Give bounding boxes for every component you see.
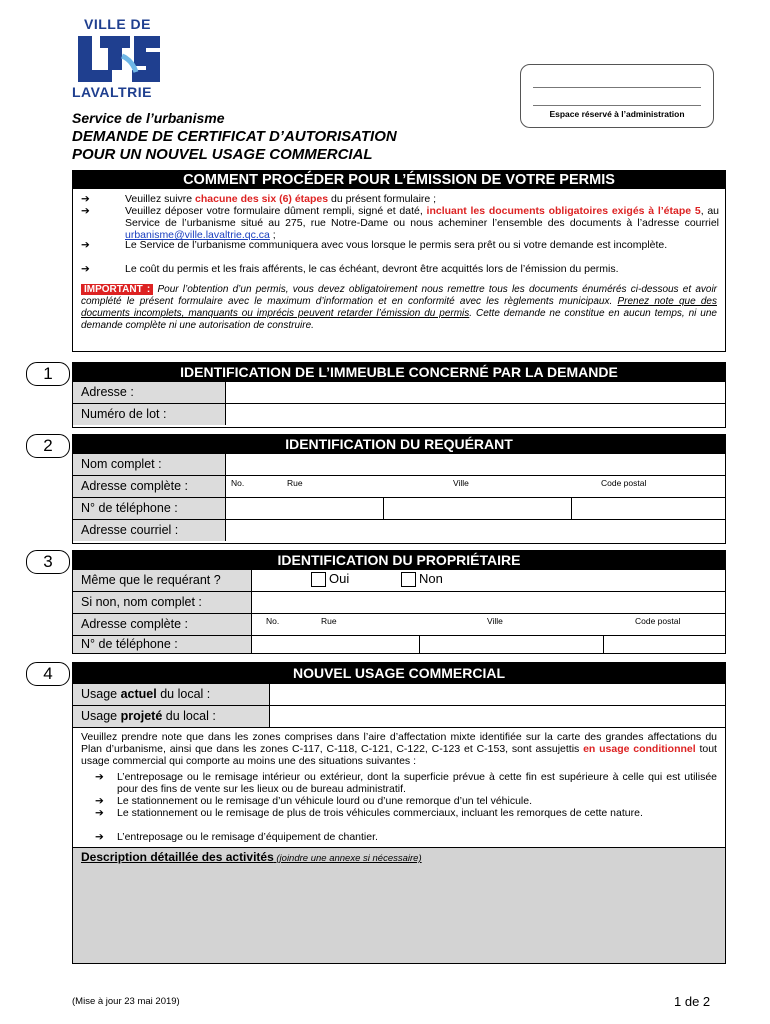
description-field[interactable] bbox=[73, 847, 725, 963]
usage-actuel-field[interactable] bbox=[270, 684, 725, 705]
usage-item-2: Le stationnement ou le remisage d’un véhicule lourd ou d’une remorque d’un tel véhicule. bbox=[117, 795, 533, 807]
procedure-title: COMMENT PROCÉDER POUR L’ÉMISSION DE VOTRE PERMIS bbox=[73, 171, 725, 189]
arrow-icon: ➔ bbox=[81, 239, 90, 251]
adresse-complete-field[interactable] bbox=[226, 476, 725, 497]
arrow-icon: ➔ bbox=[95, 831, 104, 843]
oui-checkbox[interactable] bbox=[311, 572, 326, 587]
adresse-field[interactable] bbox=[226, 382, 725, 403]
email-link[interactable]: urbanisme@ville.lavaltrie.qc.ca bbox=[125, 229, 270, 241]
proprietaire-nom-field[interactable] bbox=[252, 592, 725, 613]
proprietaire-telephone-field[interactable] bbox=[252, 636, 725, 653]
step-number-1: 1 bbox=[26, 362, 70, 386]
section-requerant bbox=[72, 434, 726, 544]
procedure-item-2: Veuillez déposer votre formulaire dûment rempli, signé et daté, incluant les documents obligatoires exigés à l’étape 5, au Service de l’urbanisme situé au 275, rue Notre-Dame ou nous acheminer l’ensemble des documents à l’adresse courriel urbanisme@ville.lavaltrie.qc.ca ; bbox=[125, 205, 720, 241]
no-label: No. bbox=[231, 478, 245, 488]
adresse-complete-label: Adresse complète : bbox=[73, 476, 226, 497]
procedure-item-4: Le coût du permis et les frais afférents, le cas échéant, devront être acquittés lors de l’émission du permis. bbox=[125, 263, 619, 275]
courriel-field[interactable] bbox=[226, 520, 725, 541]
admin-label: Espace réservé à l’administration bbox=[549, 109, 685, 119]
proprietaire-adresse-label: Adresse complète : bbox=[73, 614, 252, 635]
oui-option[interactable]: Oui bbox=[311, 571, 349, 587]
meme-label: Même que le requérant ? bbox=[73, 570, 252, 591]
section-3-title: IDENTIFICATION DU PROPRIÉTAIRE bbox=[73, 551, 725, 569]
si-non-label: Si non, nom complet : bbox=[73, 592, 252, 613]
step-number-2: 2 bbox=[26, 434, 70, 458]
proprietaire-adresse-field[interactable] bbox=[252, 614, 725, 635]
rue-label: Rue bbox=[321, 616, 337, 626]
telephone-label: N° de téléphone : bbox=[73, 498, 226, 519]
logo bbox=[72, 16, 164, 102]
procedure-box bbox=[72, 170, 726, 352]
rue-label: Rue bbox=[287, 478, 303, 488]
arrow-icon: ➔ bbox=[81, 193, 90, 205]
important-note: IMPORTANT : Pour l’obtention d’un permis, vous devez obligatoirement nous remettre tous les documents énumérés ci-dessous et avoir complété le présent formulaire avec le maximum d’information et en conformité avec les règlements municipaux. Prenez note que des documents incomplets, manquants ou imprécis peuvent retarder l’émission du permis. Cette demande ne constitue en aucun temps, ni une demande complète ni une autorisation de construire. bbox=[81, 284, 717, 331]
nom-label: Nom complet : bbox=[73, 454, 226, 475]
section-1-title: IDENTIFICATION DE L’IMMEUBLE CONCERNÉ PAR LA DEMANDE bbox=[73, 363, 725, 381]
non-checkbox[interactable] bbox=[401, 572, 416, 587]
section-usage bbox=[72, 662, 726, 964]
section-proprietaire bbox=[72, 550, 726, 654]
section-2-title: IDENTIFICATION DU REQUÉRANT bbox=[73, 435, 725, 453]
description-label: Description détaillée des activités (joindre une annexe si nécessaire) bbox=[81, 850, 422, 864]
step-number-3: 3 bbox=[26, 550, 70, 574]
usage-item-1: L’entreposage ou le remisage intérieur ou extérieur, dont la superficie prévue à cette fin est supérieure à celle qui est utilisée pour des fins de vente sur les lieux ou de bureau administratif. bbox=[117, 771, 717, 795]
arrow-icon: ➔ bbox=[95, 807, 104, 819]
section-4-title: NOUVEL USAGE COMMERCIAL bbox=[73, 663, 725, 683]
usage-item-3: Le stationnement ou le remisage de plus de trois véhicules commerciaux, incluant les remorques de cette nature. bbox=[117, 807, 643, 819]
procedure-item-3: Le Service de l’urbanisme communiquera avec vous lorsque le permis sera prêt ou si votre demande est incomplète. bbox=[125, 239, 668, 251]
usage-projete-label: Usage projeté du local : bbox=[73, 706, 270, 727]
arrow-icon: ➔ bbox=[95, 795, 104, 807]
logo-line1: VILLE DE bbox=[84, 16, 152, 32]
usage-actuel-label: Usage actuel du local : bbox=[73, 684, 270, 705]
adresse-label: Adresse : bbox=[73, 382, 226, 403]
form-title-line1: DEMANDE DE CERTIFICAT D’AUTORISATION bbox=[72, 128, 397, 145]
arrow-icon: ➔ bbox=[95, 771, 104, 783]
proprietaire-telephone-label: N° de téléphone : bbox=[73, 636, 252, 653]
section-immeuble bbox=[72, 362, 726, 428]
footer-date: (Mise à jour 23 mai 2019) bbox=[72, 996, 180, 1007]
step-number-4: 4 bbox=[26, 662, 70, 686]
nom-field[interactable] bbox=[226, 454, 725, 475]
usage-item-4: L’entreposage ou le remisage d’équipement de chantier. bbox=[117, 831, 378, 843]
code-postal-label: Code postal bbox=[601, 478, 647, 488]
arrow-icon: ➔ bbox=[81, 205, 90, 217]
usage-projete-field[interactable] bbox=[270, 706, 725, 727]
ville-label: Ville bbox=[487, 616, 503, 626]
code-postal-label: Code postal bbox=[635, 616, 681, 626]
important-badge: IMPORTANT : bbox=[81, 284, 153, 295]
ville-label: Ville bbox=[453, 478, 469, 488]
service-title: Service de l’urbanisme bbox=[72, 110, 225, 126]
form-title-line2: POUR UN NOUVEL USAGE COMMERCIAL bbox=[72, 146, 373, 163]
lot-label: Numéro de lot : bbox=[73, 404, 226, 425]
logo-line2: LAVALTRIE bbox=[72, 84, 152, 100]
procedure-item-1: Veuillez suivre chacune des six (6) étapes du présent formulaire ; bbox=[125, 193, 437, 205]
lot-field[interactable] bbox=[226, 404, 725, 425]
telephone-field[interactable] bbox=[226, 498, 725, 519]
courriel-label: Adresse courriel : bbox=[73, 520, 226, 541]
non-option[interactable]: Non bbox=[401, 571, 443, 587]
arrow-icon: ➔ bbox=[81, 263, 90, 275]
no-label: No. bbox=[266, 616, 280, 626]
logo-mark bbox=[72, 32, 164, 86]
admin-reserved-box bbox=[520, 64, 714, 128]
usage-intro: Veuillez prendre note que dans les zones comprises dans l’aire d’affectation mixte identifiée sur la carte des grandes affectations du Plan d’urbanisme, ainsi que dans les zones C-117, C-118, C-121, C-122, C-123 et C-153, sont assujettis en usage conditionnel tout usage commercial qui comporte au moins une des situations suivantes : bbox=[81, 731, 717, 767]
page-number: 1 de 2 bbox=[674, 994, 711, 1009]
